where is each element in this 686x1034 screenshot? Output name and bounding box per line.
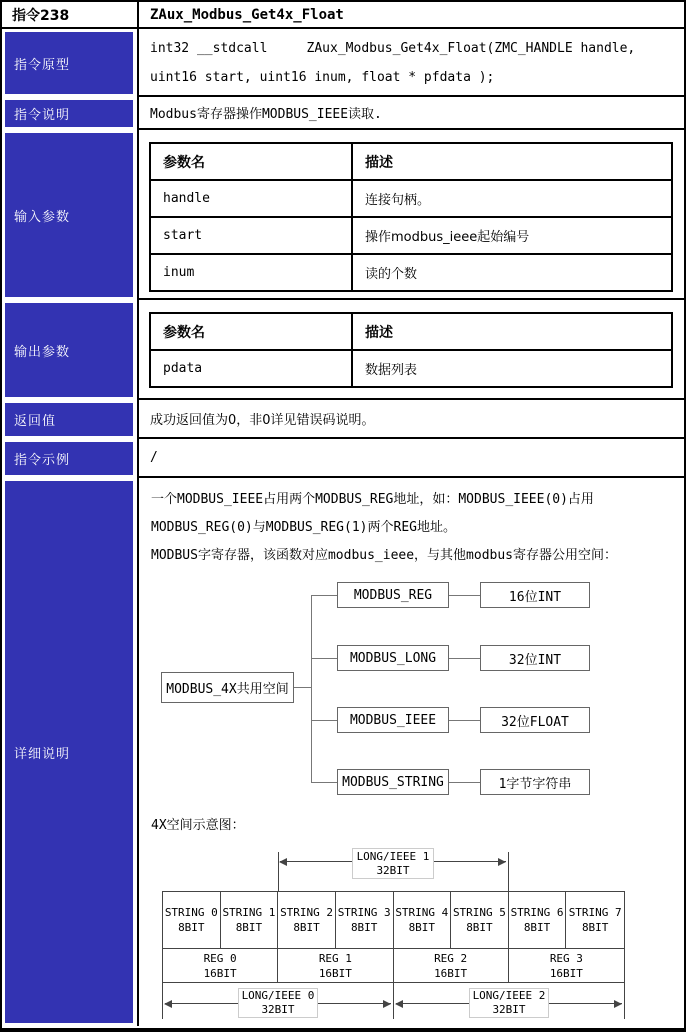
header-id-cell xyxy=(2,2,139,29)
table-header-row xyxy=(150,143,672,180)
cell-name: STRING 5 xyxy=(452,906,506,919)
description-row xyxy=(2,97,684,130)
table-row xyxy=(150,180,672,217)
top-span-label xyxy=(352,848,434,879)
prototype-label: 指令原型 xyxy=(5,32,133,94)
cell-bits: 8BIT xyxy=(178,921,205,934)
example-label-cell xyxy=(2,439,139,478)
string-row xyxy=(163,892,624,949)
tree-connector-line xyxy=(449,720,480,721)
memory-table xyxy=(162,891,625,983)
string-cell xyxy=(394,892,452,948)
tree-root-box: MODBUS_4X共用空间 xyxy=(161,672,294,703)
reg-row xyxy=(163,949,624,982)
output-params-label: 输出参数 xyxy=(5,303,133,397)
details-paragraph-1: 一个MODBUS_IEEE占用两个MODBUS_REG地址，如：MODBUS_IEEE(0)占用MODBUS_REG(0)与MODBUS_REG(1)两个REG地址。 xyxy=(151,492,594,535)
tree-type-box: 32位INT xyxy=(480,645,590,671)
span-bits: 32BIT xyxy=(376,863,410,877)
return-value-text: 成功返回值为0，非0详见错误码说明。 xyxy=(139,400,684,439)
description-label: 指令说明 xyxy=(5,100,133,127)
span-boundary-line xyxy=(508,852,509,891)
bottom-span-label xyxy=(469,988,549,1018)
col-header-name: 参数名 xyxy=(150,313,352,350)
details-label: 详细说明 xyxy=(5,481,133,1023)
reg-cell xyxy=(163,949,278,982)
function-name: ZAux_Modbus_Get4x_Float xyxy=(139,2,684,29)
cell-name: STRING 7 xyxy=(568,906,622,919)
example-text: / xyxy=(139,439,684,478)
string-cell xyxy=(278,892,336,948)
tree-type-box: 32位FLOAT xyxy=(480,707,590,733)
cell-name: REG 0 xyxy=(203,951,237,965)
tree-connector-line xyxy=(294,687,311,688)
reg-cell xyxy=(394,949,509,982)
tree-connector-line xyxy=(449,595,480,596)
input-params-label-cell xyxy=(2,130,139,300)
cell-bits: 8BIT xyxy=(581,921,609,934)
input-params-table xyxy=(149,142,673,292)
prototype-row xyxy=(2,29,684,97)
string-cell xyxy=(566,892,624,948)
cell-bits: 8BIT xyxy=(293,921,320,934)
cell-bits: 8BIT xyxy=(350,921,378,934)
tree-branch-box: MODBUS_REG xyxy=(337,582,449,608)
cell-bits: 8BIT xyxy=(235,921,263,934)
reg-cell xyxy=(509,949,624,982)
cell-name: STRING 1 xyxy=(222,906,276,919)
prototype-label-cell xyxy=(2,29,139,97)
tree-connector-line xyxy=(311,720,337,721)
param-name: pdata xyxy=(150,350,352,387)
span-boundary-line xyxy=(162,981,163,1019)
param-desc: 数据列表 xyxy=(352,350,672,387)
cell-name: STRING 0 xyxy=(164,906,218,919)
return-value-label-cell xyxy=(2,400,139,439)
header-row xyxy=(2,2,684,29)
col-header-desc: 描述 xyxy=(352,313,672,350)
cell-bits: 16BIT xyxy=(434,966,468,980)
tree-branch-box: MODBUS_STRING xyxy=(337,769,449,795)
tree-branch-box: MODBUS_IEEE xyxy=(337,707,449,733)
input-params-label: 输入参数 xyxy=(5,133,133,297)
col-header-desc: 描述 xyxy=(352,143,672,180)
string-cell xyxy=(509,892,567,948)
cell-bits: 16BIT xyxy=(549,966,583,980)
details-paragraph-2: MODBUS字寄存器，该函数对应modbus_ieee，与其他modbus寄存器公用空间： xyxy=(151,548,618,563)
details-row xyxy=(2,478,684,1026)
span-name: LONG/IEEE 2 xyxy=(472,989,546,1002)
span-bits: 32BIT xyxy=(261,1003,295,1016)
span-boundary-line xyxy=(624,981,625,1019)
cell-bits: 8BIT xyxy=(523,921,551,934)
arrowhead-left-icon xyxy=(395,1000,403,1008)
string-cell xyxy=(336,892,394,948)
instruction-id: 指令238 xyxy=(2,2,137,29)
cell-bits: 16BIT xyxy=(203,966,237,980)
description-text: Modbus寄存器操作MODBUS_IEEE读取. xyxy=(139,97,684,130)
memory-map-title: 4X空间示意图： xyxy=(151,818,245,833)
string-cell xyxy=(163,892,221,948)
example-label: 指令示例 xyxy=(5,442,133,475)
span-bits: 32BIT xyxy=(492,1003,526,1016)
span-name: LONG/IEEE 0 xyxy=(241,989,315,1002)
table-row xyxy=(150,254,672,291)
memory-map-diagram xyxy=(139,846,684,1026)
param-name: start xyxy=(150,217,352,254)
return-value-label: 返回值 xyxy=(5,403,133,436)
details-label-cell xyxy=(2,478,139,1026)
string-cell xyxy=(221,892,279,948)
cell-bits: 16BIT xyxy=(318,966,352,980)
arrowhead-left-icon xyxy=(164,1000,172,1008)
cell-name: REG 1 xyxy=(318,951,352,965)
tree-type-box: 1字节字符串 xyxy=(480,769,590,795)
cell-name: REG 3 xyxy=(549,951,583,965)
tree-type-box: 16位INT xyxy=(480,582,590,608)
tree-connector-line xyxy=(311,782,337,783)
tree-branch-box: MODBUS_LONG xyxy=(337,645,449,671)
tree-connector-line xyxy=(449,658,480,659)
cell-name: STRING 4 xyxy=(395,906,449,919)
cell-bits: 8BIT xyxy=(466,921,493,934)
arrowhead-left-icon xyxy=(279,858,287,866)
cell-name: STRING 6 xyxy=(510,906,564,919)
bottom-span-label xyxy=(238,988,318,1018)
reg-cell xyxy=(278,949,393,982)
cell-name: REG 2 xyxy=(434,951,468,965)
description-label-cell xyxy=(2,97,139,130)
tree-connector-line xyxy=(449,782,480,783)
return-value-row xyxy=(2,400,684,439)
arrowhead-right-icon xyxy=(614,1000,622,1008)
span-boundary-line xyxy=(393,981,394,1019)
cell-name: STRING 3 xyxy=(337,906,391,919)
span-name: LONG/IEEE 1 xyxy=(356,849,430,863)
table-row xyxy=(150,350,672,387)
col-header-name: 参数名 xyxy=(150,143,352,180)
param-name: inum xyxy=(150,254,352,291)
param-desc: 读的个数 xyxy=(352,254,672,291)
details-content xyxy=(139,478,684,1026)
cell-bits: 8BIT xyxy=(408,921,436,934)
prototype-text: int32 __stdcall ZAux_Modbus_Get4x_Float(ZMC_HANDLE handle, uint16 start, uint16 inum, float * pfdata ); xyxy=(150,41,644,85)
arrowhead-right-icon xyxy=(383,1000,391,1008)
table-header-row xyxy=(150,313,672,350)
modbus-space-tree-diagram xyxy=(139,574,684,812)
tree-connector-line xyxy=(311,595,337,596)
table-row xyxy=(150,217,672,254)
string-cell xyxy=(451,892,509,948)
param-desc: 连接句柄。 xyxy=(352,180,672,217)
input-params-row xyxy=(2,130,684,300)
arrowhead-right-icon xyxy=(498,858,506,866)
example-row xyxy=(2,439,684,478)
param-desc: 操作modbus_ieee起始编号 xyxy=(352,217,672,254)
cell-name: STRING 2 xyxy=(280,906,334,919)
output-params-table xyxy=(149,312,673,388)
output-params-label-cell xyxy=(2,300,139,400)
tree-connector-line xyxy=(311,658,337,659)
param-name: handle xyxy=(150,180,352,217)
tree-trunk-line xyxy=(311,595,312,782)
output-params-row xyxy=(2,300,684,400)
